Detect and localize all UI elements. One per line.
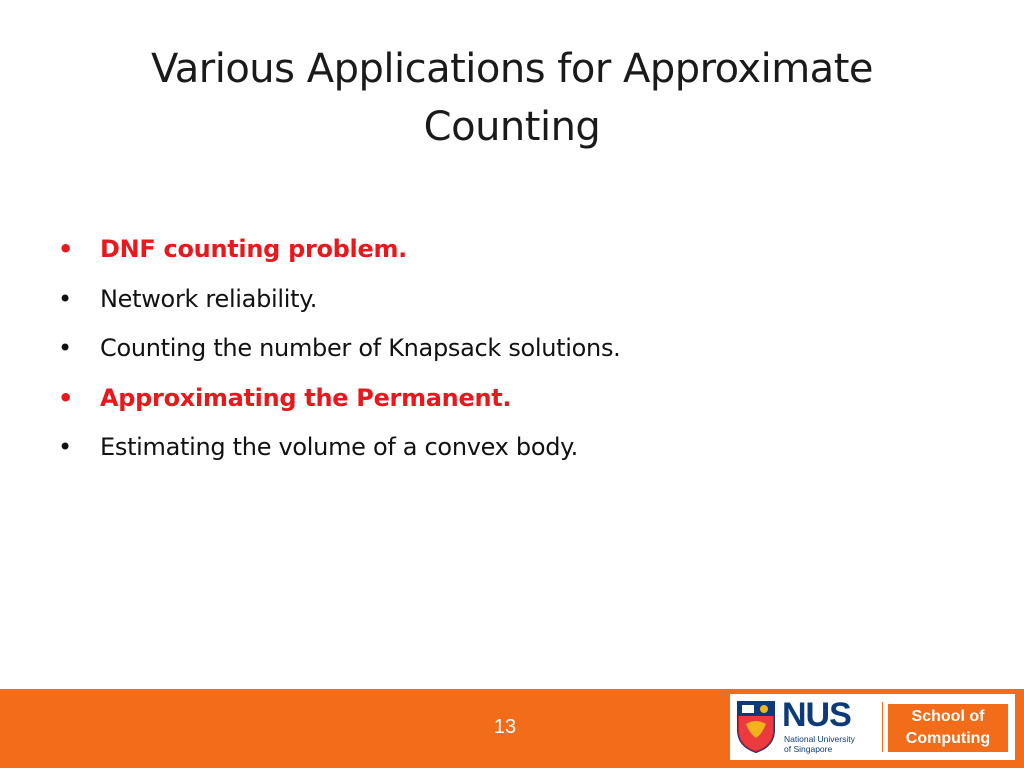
slide-title-line-1: Various Applications for Approximate <box>151 46 873 92</box>
nus-subtitle-line-1: National University <box>784 734 855 744</box>
bullet-item-dnf-counting <box>58 228 938 278</box>
bullet-text: Approximating the Permanent. <box>100 383 512 412</box>
nus-logo <box>730 694 1015 760</box>
bullet-dot-icon: • <box>58 235 74 263</box>
bullet-text: Counting the number of Knapsack solutions. <box>100 334 621 362</box>
school-line-1: School of <box>911 708 985 725</box>
bullet-text: DNF counting problem. <box>100 235 407 263</box>
bullet-dot-icon: • <box>58 383 74 412</box>
bullet-item-permanent <box>58 377 938 427</box>
school-line-2: Computing <box>905 730 991 747</box>
nus-wordmark: NUS <box>782 696 851 734</box>
bullet-dot-icon: • <box>58 284 72 313</box>
bullet-item-network-reliability <box>58 278 938 328</box>
footer-bar <box>0 689 1024 768</box>
bullet-text: Estimating the volume of a convex body. <box>100 433 578 461</box>
logo-divider <box>882 702 883 752</box>
bullet-item-knapsack <box>58 327 938 377</box>
slide-title <box>80 40 944 156</box>
nus-subtitle-line-2: of Singapore <box>784 744 833 754</box>
bullet-item-convex-volume <box>58 426 938 476</box>
bullet-dot-icon: • <box>58 334 72 362</box>
bullet-dot-icon: • <box>58 433 72 461</box>
bullet-text: Network reliability. <box>100 284 318 313</box>
school-of-computing-label <box>888 704 1008 752</box>
bullet-list <box>58 228 938 476</box>
slide-title-line-2: Counting <box>423 104 601 150</box>
page-number: 13 <box>493 716 517 738</box>
nus-subtitle <box>784 734 874 754</box>
nus-crest-icon <box>736 700 776 754</box>
